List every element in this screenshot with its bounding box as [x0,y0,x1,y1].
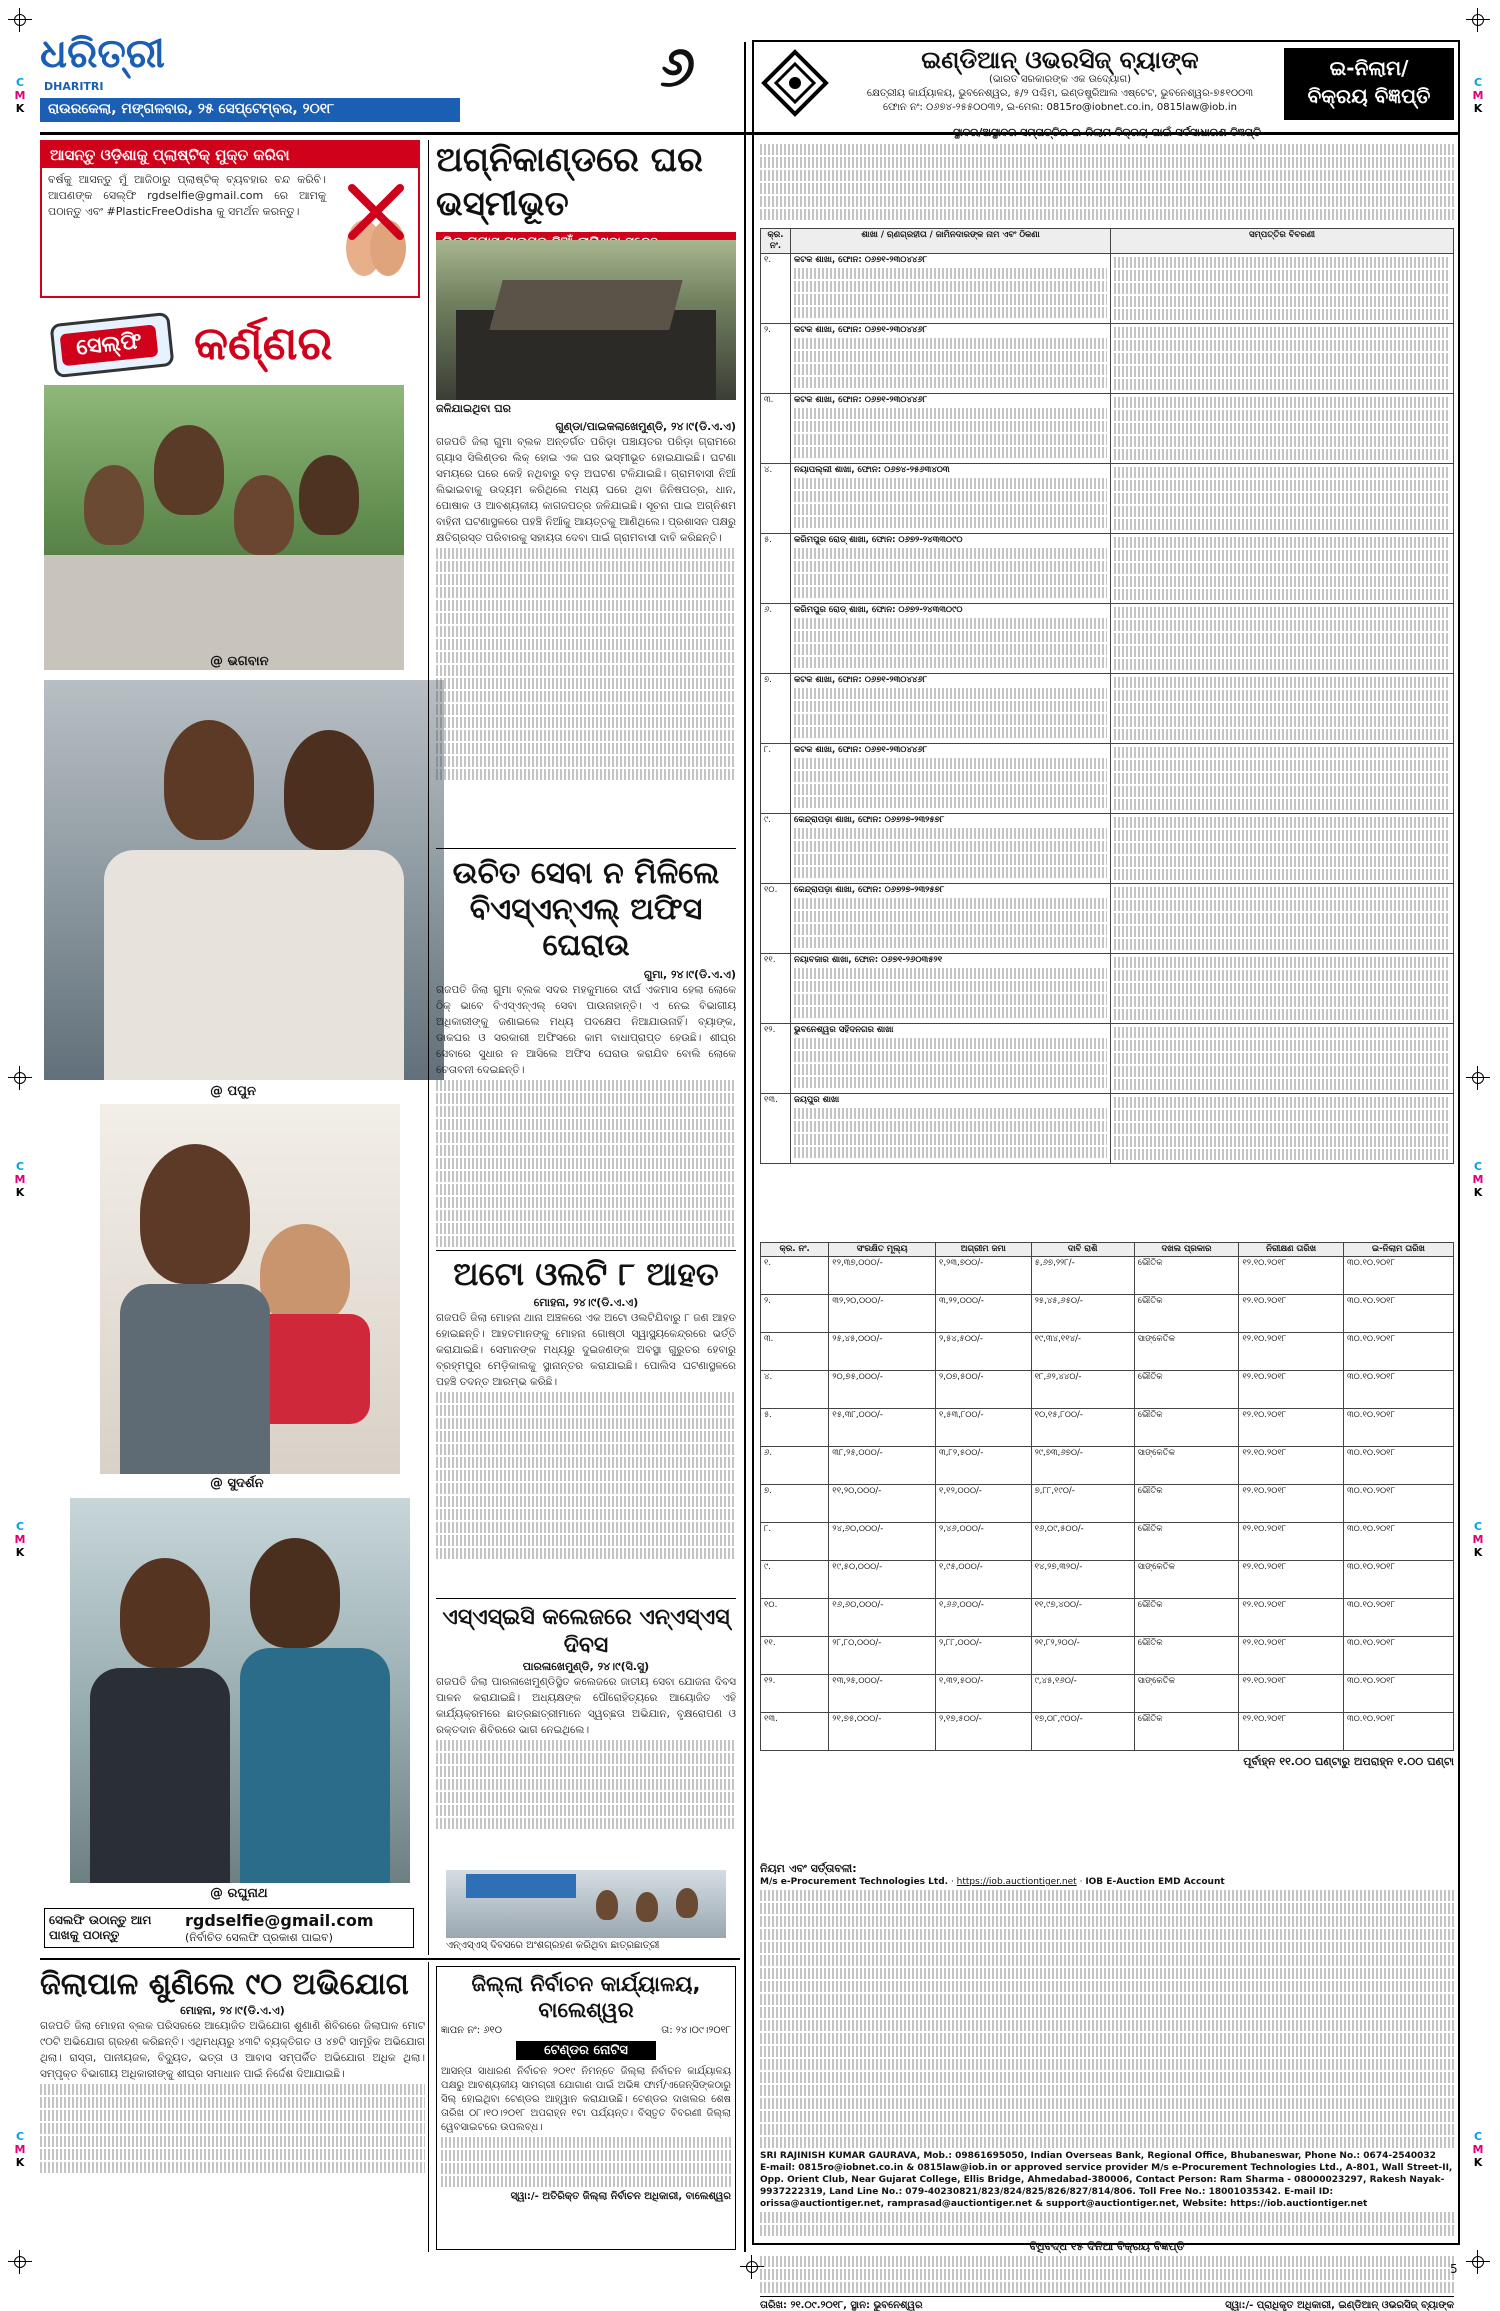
auction-cell: ସାଙ୍କେତିକ [1134,1333,1239,1371]
auction-cell: ଭୌତିକ [1134,1485,1239,1523]
bsnl-text: ଗଜପତି ଜିଲା ଗୁମା ବ୍ଲକ ସଦର ମହକୁମାରେ ଦୀର୍ଘ ଏକମାସ ହେଲା ଲୋକେ ଠିକ୍ ଭାବେ ବିଏସ୍ଏନ୍ଏଲ୍ ସେବା ପାଉନାହାନ୍ତି। ଏ ନେଇ ବିଭାଗୀୟ ଅଧିକାରୀଙ୍କୁ ଜଣାଇଲେ ମଧ୍ୟ ପଦକ୍ଷେପ ନିଆଯାଉନାହିଁ। ବ୍ୟାଙ୍କ, ଡାକଘର ଓ ସରକାରୀ ଅଫିସରେ କାମ ବାଧାପ୍ରାପ୍ତ ହେଉଛି। ଶୀଘ୍ର ସେବାରେ ସୁଧାର ନ ଆସିଲେ ଅଫିସ ଘେରାଉ କରାଯିବ ବୋଲି ଲୋକେ ଚେତାବନୀ ଦେଇଛନ୍ତି। [436,984,736,1076]
selfie-photo-2 [44,680,444,1080]
newspaper-logo: ଧରିତ୍ରୀ [40,30,165,77]
auction-cell: ୧୬,୦୯,୫୦୦/- [1031,1523,1134,1561]
branch-row [761,1094,1454,1164]
auction-col-header: ସଂରକ୍ଷିତ ମୂଲ୍ୟ [829,1243,936,1257]
branch-name [791,1024,1111,1094]
notice-date-place: ତାରିଖ: ୨୧.୦୯.୨୦୧୮, ସ୍ଥାନ: ଭୁବନେଶ୍ୱର [760,2300,923,2311]
selfie-caption-2: @ ପପୁନ [210,1084,256,1099]
auction-row [761,1447,1454,1485]
crossed-hands-icon [340,178,412,288]
auction-cell: ୧୧,୨୦,୦୦୦/- [829,1485,936,1523]
branch-name-text: କଟକ ଶାଖା, ଫୋନ: ୦୬୭୧-୨୩୦୪୪୬୮ [794,675,928,685]
auction-cell: ୧୨.୧୦.୨୦୧୮ [1239,1561,1344,1599]
page-number: ୬ [660,34,696,100]
branch-row [761,254,1454,324]
property-details [1111,1094,1454,1164]
branch-number: ୧୧. [761,954,791,1024]
auction-cell: ୨୫,୪୫,୬୫୦/- [1031,1295,1134,1333]
auction-cell: ୧୨,୩୭,୦୦୦/- [829,1257,936,1295]
branch-row [761,394,1454,464]
branch-row [761,604,1454,674]
auction-cell: ୩୦.୧୦.୨୦୧୮ [1343,1675,1453,1713]
bsnl-headline: ଉଚିତ ସେବା ନ ମିଳିଲେ ବିଏସ୍ଏନ୍ଏଲ୍ ଅଫିସ ଘେରାଉ [452,856,720,963]
election-title: ଜିଲ୍ଲା ନିର୍ବାଚନ କାର୍ଯ୍ୟାଳୟ, ବାଲେଶ୍ୱର [471,1972,701,2022]
phone-icon [50,312,175,378]
property-details [1111,534,1454,604]
property-details [1111,1024,1454,1094]
auction-cell: ୧୨.୧୦.୨୦୧୮ [1239,1333,1344,1371]
auction-cell: ୫,୬୭,୨୨୮/- [1031,1257,1134,1295]
auction-cell: ୧୪,୨୭,୩୨୦/- [1031,1561,1134,1599]
auction-cell: ୧,୫୩,୮୦୦/- [936,1409,1032,1447]
section-rule [40,1958,740,1960]
property-details [1111,884,1454,954]
selfie-photo-4 [70,1498,410,1883]
branch-name-text: କଟକ ଶାଖା, ଫୋନ: ୦୬୭୧-୨୩୦୪୪୬୮ [794,325,928,335]
color-bar: C M K [14,1160,26,1199]
tender-badge: ଟେଣ୍ଡର ନୋଟିସ [516,2041,656,2060]
auction-cell: ୩୦.୧୦.୨୦୧୮ [1343,1333,1453,1371]
bank-logo-icon [760,48,830,118]
property-details [1111,744,1454,814]
branch-number: ୧୨. [761,1024,791,1094]
nss-photo [446,1870,726,1938]
auction-cell: ୩୦.୧୦.୨୦୧୮ [1343,1637,1453,1675]
branch-name [791,394,1111,464]
auction-cell: ୧୨.୧୦.୨୦୧୮ [1239,1295,1344,1333]
branch-name-text: ଭୁବନେଶ୍ୱର ସହିଦନଗର ଶାଖା [794,1025,894,1035]
branch-name [791,464,1111,534]
branch-row [761,884,1454,954]
auction-row [761,1333,1454,1371]
col-header: କ୍ର. ନଂ. [761,229,791,254]
terms-section: ନିୟମ ଏବଂ ସର୍ତ୍ତାବଳୀ: M/s e-Procurement Technologies Ltd. · https://iob.auctiontiger.net · IOB E-Auction EMD Account SRI RAJINISH KUMAR GAURAVA, Mob.: 09861695050, Indian Overseas Bank, Regional Office, Bhubaneswar, Phone No.: 0674-2540032 E-mail: 0815ro@iobnet.co.in & 0815law@iob.in or approved service provider M/s e-Procurement Technologies Ltd., A-801, Wall Street-II, Opp. Orient Club, Near Gujarat College, Ellis Bridge, Ahmedabad-380006, Contact Person: Ram Sharma - 08000023297, Rakesh Nayak- 9937222319, Land Line No.: 079-40230821/823/824/825/826/827/814/806. Toll Free No.: 18001035342. E-mail ID: orissa@auctiontiger.net, ramprasad@auctiontiger.net & support@auctiontiger.net, Website: https://iob.auctiontiger.net ବିଧିବଦ୍ଧ ୧୫ ଦିନିଆ ବିକ୍ରୟ ବିଜ୍ଞପ୍ତି ତାରିଖ: ୨୧.୦୯.୨୦୧୮, ସ୍ଥାନ: ଭୁବନେଶ୍ୱର ସ୍ୱା:/- ପ୍ରାଧିକୃତ ଅଧିକାରୀ, ଇଣ୍ଡିଆନ୍ ଓଭରସିଜ୍ ବ୍ୟାଙ୍କ [760,1862,1454,2311]
collector-text: ଗଜପତି ଜିଲା ମୋହନା ବ୍ଲକ ପରିସରରେ ଆୟୋଜିତ ଅଭିଯୋଗ ଶୁଣାଣି ଶିବିରରେ ଜିଲାପାଳ ମୋଟ ୯୦ଟି ଅଭିଯୋଗ ଗ୍ରହଣ କରିଛନ୍ତି। ଏଥିମଧ୍ୟରୁ ୪୩ଟି ବ୍ୟକ୍ତିଗତ ଓ ୪୭ଟି ସାମୂହିକ ଅଭିଯୋଗ ଥିଲା। ରାସ୍ତା, ପାନୀୟଜଳ, ବିଦ୍ୟୁତ, ଭତ୍ତା ଓ ଆବାସ ସମ୍ପର୍କିତ ଅଭିଯୋଗ ଅଧିକ ଥିଲା। ସମ୍ପୃକ୍ତ ବିଭାଗୀୟ ଅଧିକାରୀଙ୍କୁ ଶୀଘ୍ର ସମାଧାନ ପାଇଁ ନିର୍ଦ୍ଦେଶ ଦିଆଯାଇଛି। [40,2020,425,2080]
fire-headline: ଅଗ୍ନିକାଣ୍ଡରେ ଘର ଭସ୍ମୀଭୂତ [436,140,703,224]
branch-row [761,464,1454,534]
property-details [1111,254,1454,324]
auction-cell: ୧୨.୧୦.୨୦୧୮ [1239,1713,1344,1751]
auction-cell: ୫. [761,1409,829,1447]
branch-row [761,1024,1454,1094]
auction-cell: ୨,୫୪,୫୦୦/- [936,1333,1032,1371]
branch-number: ୮. [761,744,791,814]
branch-name [791,744,1111,814]
branch-name-text: କଟକ ଶାଖା, ଫୋନ: ୦୬୭୧-୨୩୦୪୪୬୮ [794,745,928,755]
auction-badge-line1: ଇ-ନିଲାମ/ [1329,56,1409,80]
auction-cell: ୩୦.୧୦.୨୦୧୮ [1343,1485,1453,1523]
terms-title: ନିୟମ ଏବଂ ସର୍ତ୍ତାବଳୀ: [760,1862,857,1875]
color-bar: C M K [14,2130,26,2169]
auction-cell: ୨,୪୬,୦୦୦/- [936,1523,1032,1561]
property-details [1111,604,1454,674]
auction-cell: ୩୦.୧୦.୨୦୧୮ [1343,1561,1453,1599]
auction-cell: ୨୦,୭୫,୦୦୦/- [829,1371,936,1409]
branch-name [791,884,1111,954]
nss-dateline: ପାରଳାଖେମୁଣ୍ଡି, ୨୪।୯(ସି.ସୁ) [522,1660,650,1673]
terms-contact: SRI RAJINISH KUMAR GAURAVA, Mob.: 09861695050, Indian Overseas Bank, Regional Office, Bhubaneswar, Phone No.: 0674-2540032 [760,2151,1436,2161]
auction-cell: ୧୩. [761,1713,829,1751]
terms-site[interactable]: https://iob.auctiontiger.net [956,1877,1077,1887]
registration-mark [8,1066,32,1090]
auction-time: ପୂର୍ବାହ୍ନ ୧୧.୦୦ ଘଣ୍ଟାରୁ ଅପରାହ୍ନ ୧.୦୦ ଘଣ୍ଟା [1243,1755,1454,1768]
branch-number: ୧୦. [761,884,791,954]
auction-col-header: ଅଗ୍ରୀମ ଜମା [936,1243,1032,1257]
auction-cell: ଭୌତିକ [1134,1257,1239,1295]
selfie-footer-email: rgdselfie@gmail.com [185,1911,374,1930]
terms-tiger: E-mail: 0815ro@iobnet.co.in & 0815law@iob.in or approved service provider M/s e-Procurement Technologies Ltd., A-801, Wall Street-II, Opp. Orient Club, Near Gujarat College, Ellis Bridge, Ahmedabad-380006, Contact Person: Ram Sharma - 08000023297, Rakesh Nayak- 9937222319, Land Line No.: 079-40230821/823/824/825/826/827/814/806. Toll Free No.: 18001035342. E-mail ID: orissa@auctiontiger.net, ramprasad@auctiontiger.net & support@auctiontiger.net, Website: https://iob.auctiontiger.net [760,2163,1453,2209]
auction-cell: ୨୪,୬୦,୦୦୦/- [829,1523,936,1561]
branch-table [760,228,1454,1164]
branch-name [791,254,1111,324]
auction-cell: ଭୌତିକ [1134,1523,1239,1561]
fire-text: ଗଜପତି ଜିଲା ଗୁମା ବ୍ଲକ ଅନ୍ତର୍ଗତ ପରିଡ଼ା ପଞ୍ଚାୟତର ପରିଡ଼ା ଗ୍ରାମରେ ଗ୍ୟାସ ସିଲିଣ୍ଡର ଲିକ୍ ହୋଇ ଏକ ଘର ଭସ୍ମୀଭୂତ ହୋଇଯାଇଛି। ଘଟଣା ସମୟରେ ଘରେ କେହି ନଥିବାରୁ ବଡ଼ ଅଘଟଣ ଟଳିଯାଇଛି। ଗ୍ରାମବାସୀ ନିଆଁ ଲିଭାଇବାକୁ ଉଦ୍ୟମ କରିଥିଲେ ମଧ୍ୟ ଘରେ ଥିବା ଜିନିଷପତ୍ର, ଧାନ, ପୋଷାକ ଓ ଆବଶ୍ୟକୀୟ କାଗଜପତ୍ର ଜଳିଯାଇଛି। ସୂଚନା ପାଇ ଅଗ୍ନିଶମ ବାହିନୀ ଘଟଣାସ୍ଥଳରେ ପହଞ୍ଚି ନିଆଁକୁ ଆୟତ୍ତକୁ ଆଣିଥିଲେ। ପ୍ରଶାସନ ପକ୍ଷରୁ କ୍ଷତିଗ୍ରସ୍ତ ପରିବାରକୁ ସହାୟତା ଦେବା ପାଇଁ ଗ୍ରାମବାସୀ ଦାବି କରିଛନ୍ତି। [436,436,736,544]
story-divider [436,848,736,849]
selfie-photo-1 [44,385,404,670]
auction-cell: ୩,୮୨,୫୦୦/- [936,1447,1032,1485]
color-bar: C M K [14,1520,26,1559]
auto-text: ଗଜପତି ଜିଲା ମୋହନା ଥାନା ଅଞ୍ଚଳରେ ଏକ ଅଟୋ ଓଲଟିଯିବାରୁ ୮ ଜଣ ଆହତ ହୋଇଛନ୍ତି। ଆହତମାନଙ୍କୁ ମୋହନା ଗୋଷ୍ଠୀ ସ୍ୱାସ୍ଥ୍ୟକେନ୍ଦ୍ରରେ ଭର୍ତ୍ତି କରାଯାଇଛି। ସେମାନଙ୍କ ମଧ୍ୟରୁ ଦୁଇଜଣଙ୍କ ଅବସ୍ଥା ଗୁରୁତର ହେବାରୁ ବ୍ରହ୍ମପୁର ମେଡ଼ିକାଲକୁ ସ୍ଥାନାନ୍ତର କରାଯାଇଛି। ପୋଲିସ ଘଟଣାସ୍ଥଳରେ ପହଞ୍ଚି ତଦନ୍ତ ଆରମ୍ଭ କରିଛି। [436,1312,736,1388]
registration-mark [8,2250,32,2274]
branch-row [761,744,1454,814]
auction-col-header: ଇ-ନିଲାମ ତାରିଖ [1343,1243,1453,1257]
selfie-label: ସେଲ୍ଫି [60,324,159,366]
election-date: ତା: ୨୪।୦୯।୨୦୧୮ [661,2025,731,2036]
auction-cell: ୧୨.୧୦.୨୦୧୮ [1239,1675,1344,1713]
branch-name [791,534,1111,604]
nss-photo-caption: ଏନ୍ଏସ୍ଏସ୍ ଦିବସରେ ଅଂଶଗ୍ରହଣ କରିଥିବା ଛାତ୍ରଛାତ୍ରୀ [446,1940,660,1951]
page-folio: 5 [1450,2262,1458,2276]
auction-cell: ସାଙ୍କେତିକ [1134,1561,1239,1599]
auction-cell: ୧୧. [761,1637,829,1675]
auction-cell: ୭,୮୮,୧୯୦/- [1031,1485,1134,1523]
branch-row [761,674,1454,744]
auction-cell: ୨୮,୮୦,୦୦୦/- [829,1637,936,1675]
bsnl-dateline: ଗୁମା, ୨୪।୯(ଡି.ଏ.ଏ) [643,968,736,981]
selfie-corner-banner [44,310,414,380]
selfie-caption-1: @ ଭଗବାନ [210,654,269,669]
auction-cell: ୩,୨୨,୦୦୦/- [936,1295,1032,1333]
col-header: ସମ୍ପତ୍ତିର ବିବରଣୀ [1111,229,1454,254]
auction-cell: ୨,୮୮,୦୦୦/- [936,1637,1032,1675]
auction-col-header: ଦାବି ରାଶି [1031,1243,1134,1257]
auction-cell: ୬. [761,1447,829,1485]
auction-cell: ୧,୬୬,୦୦୦/- [936,1599,1032,1637]
selfie-footer [44,1908,414,1948]
branch-number: ୪. [761,464,791,534]
branch-name-text: କଟକ ଶାଖା, ଫୋନ: ୦୬୭୧-୨୩୦୪୪୬୮ [794,255,928,265]
auction-cell: ଭୌତିକ [1134,1713,1239,1751]
selfie-footer-note: (ନିର୍ବାଚିତ ସେଲଫି ପ୍ରକାଶ ପାଇବ) [185,1931,333,1944]
property-details [1111,324,1454,394]
auction-cell: ୧୦. [761,1599,829,1637]
auction-cell: ଭୌତିକ [1134,1409,1239,1447]
branch-row [761,534,1454,604]
auto-headline: ଅଟୋ ଓଲଟି ୮ ଆହତ [453,1255,719,1293]
color-bar: C M K [14,76,26,115]
fire-dateline: ଗୁଣ୍ଡା/ପାଇକଲାଖେମୁଣ୍ଡି, ୨୪।୯(ଡି.ଏ.ଏ) [555,420,736,433]
auction-badge-line2: ବିକ୍ରୟ ବିଜ୍ଞପ୍ତି [1307,84,1431,108]
auction-cell: ୧୨.୧୦.୨୦୧୮ [1239,1371,1344,1409]
auction-cell: ୩୦.୧୦.୨୦୧୮ [1343,1599,1453,1637]
terms-provider: M/s e-Procurement Technologies Ltd. [760,1877,949,1887]
auction-cell: ୧୬,୬୦,୦୦୦/- [829,1599,936,1637]
auction-badge [1284,48,1454,120]
auction-row [761,1409,1454,1447]
auction-cell: ୧୧,୯୭,୪୦୦/- [1031,1599,1134,1637]
branch-number: ୯. [761,814,791,884]
campaign-title: ଆସନ୍ତୁ ଓଡ଼ିଶାକୁ ପ୍ଲାଷ୍ଟିକ୍ ମୁକ୍ତ କରିବା [42,142,418,168]
auction-col-header: ଦଖଲ ପ୍ରକାର [1134,1243,1239,1257]
auction-cell: ୩୦.୧୦.୨୦୧୮ [1343,1713,1453,1751]
nss-text: ଗଜପତି ଜିଲା ପାରଳାଖେମୁଣ୍ଡିସ୍ଥିତ କଲେଜରେ ଜାତୀୟ ସେବା ଯୋଜନା ଦିବସ ପାଳନ କରାଯାଇଛି। ଅଧ୍ୟକ୍ଷଙ୍କ ପୌରୋହିତ୍ୟରେ ଆୟୋଜିତ ଏହି କାର୍ଯ୍ୟକ୍ରମରେ ଛାତ୍ରଛାତ୍ରୀମାନେ ସ୍ୱଚ୍ଛତା ଅଭିଯାନ, ବୃକ୍ଷରୋପଣ ଓ ରକ୍ତଦାନ ଶିବିରରେ ଭାଗ ନେଇଥିଲେ। [436,1676,736,1736]
auction-cell: ୨,୧୭,୫୦୦/- [936,1713,1032,1751]
selfie-footer-cta: ସେଲଫି ଉଠାନ୍ତୁ ଆମ ପାଖକୁ ପଠାନ୍ତୁ [49,1913,152,1942]
collector-story [40,1966,425,2175]
bank-intro-text [760,142,1454,222]
property-details [1111,394,1454,464]
auction-row [761,1713,1454,1751]
column-divider [428,1962,429,2252]
column-divider [744,42,746,2252]
story-divider [436,1250,736,1251]
branch-number: ୫. [761,534,791,604]
auction-cell: ୧୨.୧୦.୨୦୧୮ [1239,1257,1344,1295]
auction-cell: ଭୌତିକ [1134,1295,1239,1333]
selfie-caption-3: @ ସୁଦର୍ଶନ [210,1476,264,1491]
auction-cell: ଭୌତିକ [1134,1599,1239,1637]
auction-row [761,1561,1454,1599]
selfie-photo-3 [100,1104,400,1474]
auction-cell: ୩୮,୨୫,୦୦୦/- [829,1447,936,1485]
auction-cell: ୧୯,୫୦,୦୦୦/- [829,1561,936,1599]
auction-cell: ୩୦.୧୦.୨୦୧୮ [1343,1295,1453,1333]
property-details [1111,814,1454,884]
auction-cell: ୨. [761,1295,829,1333]
auction-cell: ୯. [761,1561,829,1599]
branch-row [761,324,1454,394]
branch-number: ୭. [761,674,791,744]
auction-cell: ଭୌତିକ [1134,1637,1239,1675]
branch-name-text: କରିମପୁର ରୋଡ୍ ଶାଖା, ଫୋନ: ୦୬୭୨-୨୪୩୩୦୯୦ [794,605,963,615]
bank-office: କ୍ଷେତ୍ରୀୟ କାର୍ଯ୍ୟାଳୟ, ଭୁବନେଶ୍ୱର, ୫/୨ ପଶ୍ଚିମ, ଇଣ୍ଡଷ୍ଟ୍ରିଆଲ ଏଷ୍ଟେଟ, ଭୁବନେଶ୍ୱର-୭୫୧୦୦୩ [866,88,1254,99]
election-signature: ସ୍ୱା:/- ଅତିରିକ୍ତ ଜିଲ୍ଲା ନିର୍ବାଚନ ଅଧିକାରୀ, ବାଲେଶ୍ୱର [510,2191,731,2202]
auction-cell: ୧୨.୧୦.୨୦୧୮ [1239,1447,1344,1485]
auction-cell: ୯,୪୫,୧୬୦/- [1031,1675,1134,1713]
auction-row [761,1675,1454,1713]
auction-cell: ୩୦.୧୦.୨୦୧୮ [1343,1523,1453,1561]
branch-row [761,814,1454,884]
auction-cell: ୩. [761,1333,829,1371]
registration-mark [1466,2250,1490,2274]
selfie-caption-4: @ ରଘୁନାଥ [210,1886,268,1901]
auction-cell: ୧୨. [761,1675,829,1713]
logo-subtitle: DHARITRI [44,80,104,93]
auction-cell: ୧,୨୩,୭୦୦/- [936,1257,1032,1295]
fire-body [436,420,736,782]
statutory-notice: ବିଧିବଦ୍ଧ ୧୫ ଦିନିଆ ବିକ୍ରୟ ବିଜ୍ଞପ୍ତି [1029,2240,1185,2253]
terms-account: IOB E-Auction EMD Account [1085,1877,1225,1887]
auction-cell: ୩୦.୧୦.୨୦୧୮ [1343,1371,1453,1409]
auction-cell: ୧୭,୦୮,୯୦୦/- [1031,1713,1134,1751]
registration-mark [8,8,32,32]
election-tender-notice [436,1966,736,2250]
fire-photo [436,240,736,400]
auction-cell: ୧,୧୨,୦୦୦/- [936,1485,1032,1523]
branch-number: ୬. [761,604,791,674]
auction-cell: ୨୧,୭୫,୦୦୦/- [829,1713,936,1751]
auction-cell: ୧,୯୫,୦୦୦/- [936,1561,1032,1599]
auction-cell: ୩୦.୧୦.୨୦୧୮ [1343,1409,1453,1447]
auction-cell: ୧୨.୧୦.୨୦୧୮ [1239,1523,1344,1561]
election-ref: ଜ୍ଞାପନ ନଂ: ୬୧୦ [441,2025,502,2036]
auction-cell: ୩୦.୧୦.୨୦୧୮ [1343,1257,1453,1295]
auction-cell: ୧୨.୧୦.୨୦୧୮ [1239,1409,1344,1447]
auction-cell: ସାଙ୍କେତିକ [1134,1447,1239,1485]
color-bar: C M K [1472,76,1484,115]
branch-number: ୩. [761,394,791,464]
collector-headline: ଜିଲାପାଳ ଶୁଣିଲେ ୯୦ ଅଭିଯୋଗ [40,1967,409,2002]
auction-cell: ୨୧,୮୨,୨୦୦/- [1031,1637,1134,1675]
color-bar: C M K [1472,1520,1484,1559]
auction-cell: ୧,୩୨,୫୦୦/- [936,1675,1032,1713]
property-details [1111,954,1454,1024]
auction-cell: ୮. [761,1523,829,1561]
auction-cell: ୧୮,୬୨,୪୪୦/- [1031,1371,1134,1409]
property-details [1111,674,1454,744]
branch-name-text: କେନ୍ଦ୍ରାପଡ଼ା ଶାଖା, ଫୋନ: ୦୬୭୨୭-୨୩୨୫୭୮ [794,885,945,895]
auction-cell: ୧୫,୩୮,୦୦୦/- [829,1409,936,1447]
auction-cell: ଭୌତିକ [1134,1371,1239,1409]
bank-subtitle: (ଭାରତ ସରକାରଙ୍କ ଏକ ଉଦ୍ୟୋଗ) [988,74,1132,85]
auction-row [761,1295,1454,1333]
masthead [40,30,460,128]
auction-row [761,1523,1454,1561]
bank-intro: ସ୍ଥାବର/ଅସ୍ଥାବର ସମ୍ପତ୍ତିର ଇ-ନିଲାମ ବିକ୍ରୟ ପାଇଁ ସର୍ବସାଧାରଣ ବିଜ୍ଞପ୍ତି [953,126,1261,139]
branch-name-text: କେନ୍ଦ୍ରାପଡ଼ା ଶାଖା, ଫୋନ: ୦୬୭୨୭-୨୩୨୫୭୮ [794,815,945,825]
corner-label: କର୍ଣ୍ଣର [194,316,333,370]
auction-table [760,1242,1454,1769]
bank-title: ଇଣ୍ଡିଆନ୍ ଓଭରସିଜ୍ ବ୍ୟାଙ୍କ [921,46,1199,74]
auction-cell: ୭. [761,1485,829,1523]
branch-name-text: କରିମପୁର ରୋଡ୍ ଶାଖା, ଫୋନ: ୦୬୭୨-୨୪୩୩୦୯୦ [794,535,963,545]
auction-row [761,1371,1454,1409]
nss-story [436,1604,736,1831]
auction-cell: ୧୩,୨୫,୦୦୦/- [829,1675,936,1713]
auction-row [761,1637,1454,1675]
nss-headline: ଏସ୍ଏସ୍‌ଇସି କଲେଜରେ ଏନ୍ଏସ୍ଏସ୍ ଦିବସ [442,1605,730,1658]
bsnl-story [436,856,736,1249]
branch-name-text: ନୟାବଜାର ଶାଖା, ଫୋନ: ୦୬୭୧-୨୬୦୩୫୨୧ [794,955,943,965]
auction-cell: ୪. [761,1371,829,1409]
collector-dateline: ମୋହନା, ୨୪।୯(ଡି.ଏ.ଏ) [180,2004,285,2017]
col-header: ଶାଖା / ଋଣଗ୍ରହୀତା / ଜାମିନଦାରଙ୍କ ନାମ ଏବଂ ଠିକଣା [791,229,1111,254]
auction-cell: ୧୯,୩୪,୧୧୪/- [1031,1333,1134,1371]
property-details [1111,464,1454,534]
branch-name-text: ଜୟପୁର ଶାଖା [794,1095,840,1105]
story-divider [436,1598,736,1599]
branch-name [791,814,1111,884]
fire-photo-caption: ଜଳିଯାଇଥିବା ଘର [436,402,512,415]
auction-cell: ୧୨.୧୦.୨୦୧୮ [1239,1637,1344,1675]
auction-col-header: ନିରୀକ୍ଷଣ ତାରିଖ [1239,1243,1344,1257]
branch-name [791,604,1111,674]
auction-row [761,1257,1454,1295]
auction-cell: ୧. [761,1257,829,1295]
auction-cell: ୧୦,୧୫,୮୦୦/- [1031,1409,1134,1447]
auction-col-header: କ୍ର. ନଂ. [761,1243,829,1257]
notice-signature: ସ୍ୱା:/- ପ୍ରାଧିକୃତ ଅଧିକାରୀ, ଇଣ୍ଡିଆନ୍ ଓଭରସିଜ୍ ବ୍ୟାଙ୍କ [1225,2300,1454,2311]
auction-cell: ୨୯,୭୩,୬୭୦/- [1031,1447,1134,1485]
branch-name [791,1094,1111,1164]
dateline-bar: ରାଉରକେଲା, ମଙ୍ଗଳବାର, ୨୫ ସେପ୍ଟେମ୍ବର, ୨୦୧୮ [40,98,460,122]
column-divider [428,140,429,1955]
election-body: ଆସନ୍ତା ସାଧାରଣ ନିର୍ବାଚନ ୨୦୧୯ ନିମନ୍ତେ ଜିଲ୍ଲା ନିର୍ବାଚନ କାର୍ଯ୍ୟାଳୟ ପକ୍ଷରୁ ଆବଶ୍ୟକୀୟ ସାମଗ୍ରୀ ଯୋଗାଣ ପାଇଁ ଅଭିଜ୍ଞ ଫାର୍ମ/ଏଜେନ୍ସିଙ୍କଠାରୁ ସିଲ୍‌ ହୋଇଥିବା ଟେଣ୍ଡର ଆହ୍ୱାନ କରାଯାଉଛି। ଟେଣ୍ଡର ଦାଖଲର ଶେଷ ତାରିଖ ୦୮।୧୦।୨୦୧୮ ଅପରାହ୍ନ ୧ଟା ପର୍ଯ୍ୟନ୍ତ। ବିସ୍ତୃତ ବିବରଣୀ ଜିଲ୍ଲା ୱେବସାଇଟରେ ଉପଲବ୍ଧ। [441,2066,731,2133]
branch-number: ୨. [761,324,791,394]
branch-name-text: ନୟାପଲ୍ଲୀ ଶାଖା, ଫୋନ: ୦୬୭୪-୨୫୬୩୪୦୩ [794,465,950,475]
color-bar: C M K [1472,1160,1484,1199]
iob-auction-notice [752,40,1460,2311]
auction-row [761,1485,1454,1523]
registration-mark [1466,1066,1490,1090]
campaign-body: ବର୍ଷକୁ ଆସନ୍ତୁ ମୁଁ ଆଜିଠାରୁ ପ୍ଲାଷ୍ଟିକ୍ ବ୍ୟବହାର ବନ୍ଦ କରିବି। ଆପଣଙ୍କ ସେଲ୍ଫି rgdselfie@gmail.com ରେ ଆମକୁ ପଠାନ୍ତୁ ଏବଂ #PlasticFreeOdisha କୁ ସମର୍ଥନ କରନ୍ତୁ। [48,173,326,218]
branch-name [791,324,1111,394]
auction-cell: ୨୫,୪୫,୦୦୦/- [829,1333,936,1371]
auction-row [761,1599,1454,1637]
branch-name [791,954,1111,1024]
branch-name [791,674,1111,744]
auction-cell: ସାଙ୍କେତିକ [1134,1675,1239,1713]
auction-cell: ୨,୦୭,୫୦୦/- [936,1371,1032,1409]
plastic-free-campaign [40,140,420,298]
color-bar: C M K [1472,2130,1484,2169]
branch-row [761,954,1454,1024]
branch-number: ୧୩. [761,1094,791,1164]
registration-mark [1466,8,1490,32]
auto-story [436,1256,736,1561]
branch-name-text: କଟକ ଶାଖା, ଫୋନ: ୦୬୭୧-୨୩୦୪୪୬୮ [794,395,928,405]
auction-cell: ୩୨,୨୦,୦୦୦/- [829,1295,936,1333]
branch-number: ୧. [761,254,791,324]
auction-cell: ୧୨.୧୦.୨୦୧୮ [1239,1599,1344,1637]
auction-cell: ୧୨.୧୦.୨୦୧୮ [1239,1485,1344,1523]
bank-contact: ଫୋନ ନଂ: ୦୬୭୪-୨୫୫୦୦୩୨, ଇ-ମେଲ: 0815ro@iobnet.co.in, 0815law@iob.in [883,102,1237,113]
auction-cell: ୩୦.୧୦.୨୦୧୮ [1343,1447,1453,1485]
auto-dateline: ମୋହନା, ୨୪।୯(ଡି.ଏ.ଏ) [533,1296,639,1309]
